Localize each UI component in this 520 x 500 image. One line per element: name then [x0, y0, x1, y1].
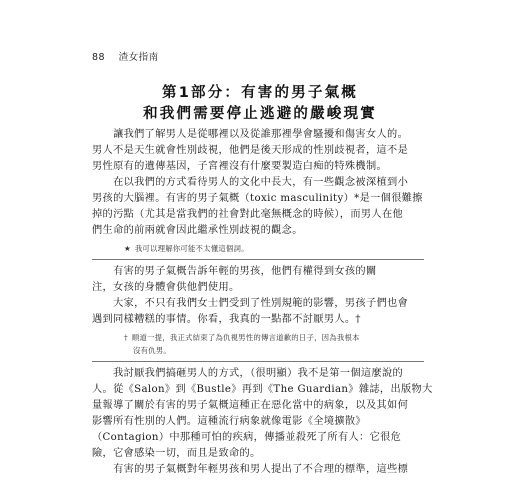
body-line: 大家，不只有我們女士們受到了性別規範的影響，男孩子們也會 [92, 298, 409, 309]
body-line: 男孩的大腦裡。有害的男子氣概（toxic masculinity）*是一個很難擦 [92, 193, 423, 204]
divider [92, 361, 424, 362]
body-line: 遇到同樣糟糕的事情。你看，我真的一點都不討厭男人。† [92, 314, 361, 325]
footnote-star-icon: ★ [124, 244, 131, 253]
book-title: 渣女指南 [118, 52, 159, 63]
body-line: 有害的男子氣概告訴年輕的男孩，他們有權得到女孩的關 [92, 266, 377, 277]
body-line: （Contagion）中那種可怕的疾病，傳播並殺死了所有人：它很危 [92, 432, 402, 443]
body-line: 我討厭我們搞砸男人的方式，（很明顯）我不是第一個這麼說的 [92, 368, 404, 379]
body-line: 在以我們的方式看待男人的文化中長大，有一些觀念被深植到小 [92, 177, 409, 188]
page-number: 88 [92, 52, 106, 63]
body-line: 男人不是天生就會性別歧視，他們是後天形成的性別歧視者，這不是 [92, 145, 409, 156]
body-line: 影響所有性別的人們。這種流行病象就像電影《全境擴散》 [92, 416, 366, 427]
body-line: 讓我們了解男人是從哪裡以及從誰那裡學會騷擾和傷害女人的。 [92, 129, 409, 140]
footnote-1-text: 我可以理解你可能不太懂這個詞。 [134, 244, 249, 253]
body-line: 們生命的前兩就會因此繼承性別歧視的觀念。 [92, 225, 303, 236]
footnote-2-line-1 [124, 332, 360, 343]
body-line: 男性原有的遺傳基因，子宮裡沒有什麼要製造白痴的特殊機制。 [92, 161, 388, 172]
divider [92, 259, 424, 260]
body-line: 有害的男子氣概對年輕男孩和男人提出了不合理的標準，這些標 [92, 464, 409, 475]
body-line: 量報導了關於有害的男子氣概這種正在惡化當中的病象，以及其如何 [92, 400, 409, 411]
section-title-line-1: 第1部分：有害的男子氣概 [162, 85, 358, 101]
footnote-dagger-icon: † [124, 333, 128, 342]
footnote-2-line-2: 沒有仇男。 [133, 346, 171, 355]
footnote-2-text: 順道一提，我正式結束了為仇視男性的傳言道歉的日子，因為我根本 [131, 333, 360, 342]
footnote-1 [124, 243, 249, 254]
running-header [92, 49, 159, 63]
body-line: 注，女孩的身體會供他們使用。 [92, 282, 240, 293]
section-title-line-2: 和我們需要停止逃避的嚴峻現實 [143, 106, 377, 122]
body-line: 人。從《Salon》到《Bustle》再到《The Guardian》雜誌，出版物大 [92, 384, 433, 395]
body-line: 掉的污點（尤其是當我們的社會對此毫無概念的時候），而男人在他 [92, 209, 404, 220]
body-line: 險，它會感染一切，而且是致命的。 [92, 448, 261, 459]
